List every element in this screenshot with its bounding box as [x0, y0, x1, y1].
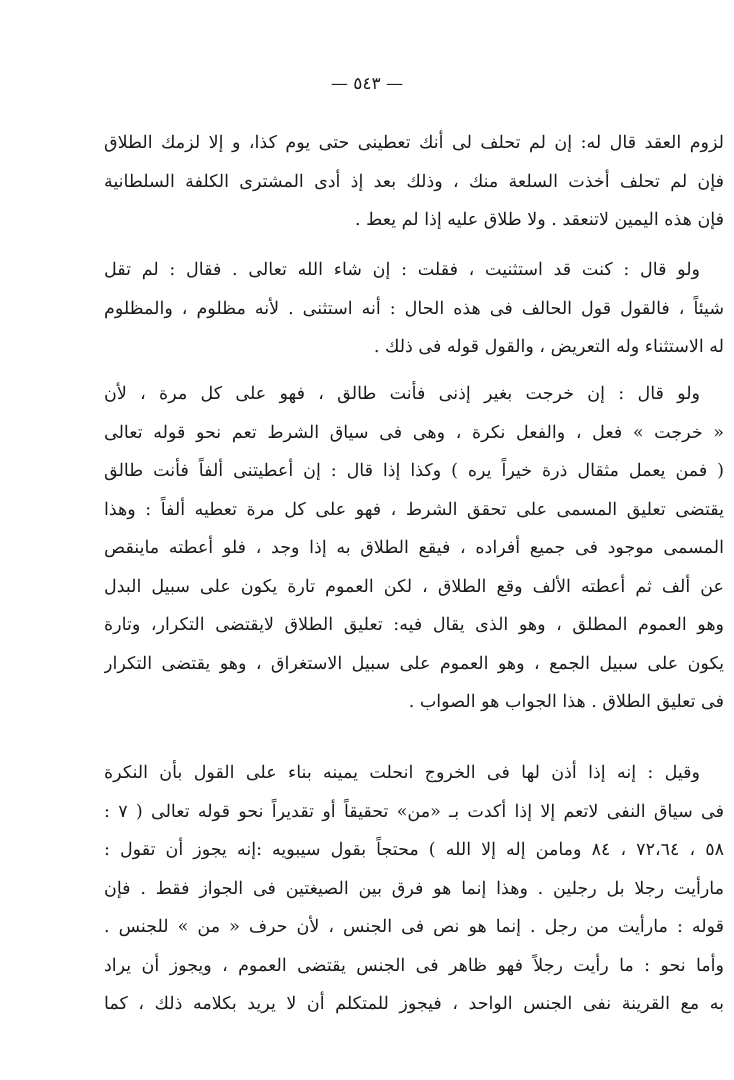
- text-line: ولو قال : إن خرجت بغير إذنى فأنت طالق ، فهو على كل مرة ، لأن: [104, 384, 700, 404]
- text-line: قوله : مارأيت من رجل . إنما هو نص فى الجنس ، لأن حرف « من » للجنس .: [104, 917, 724, 937]
- text-line: ولو قال : كنت قد استثنيت ، فقلت : إن شاء الله تعالى . فقال : لم تقل: [104, 260, 700, 280]
- text-line: يقتضى تعليق المسمى على تحقق الشرط ، فهو على كل مرة تعطيه ألفاً : وهذا: [104, 499, 724, 520]
- text-line: شيئاً ، فالقول قول الحالف فى هذه الحال : أنه استثنى . لأنه مظلوم ، والمظلوم: [104, 298, 724, 319]
- page-number: — ٥٤٣ —: [330, 74, 404, 94]
- text-line: ٥٨ ، ٧٢،٦٤ ، ٨٤ ومامن إله إلا الله ) محتجاً بقول سيبويه :إنه يجوز أن تقول :: [104, 840, 724, 860]
- text-line: وأما نحو : ما رأيت رجلاً فهو ظاهر فى الجنس يقتضى العموم ، ويجوز أن يراد: [104, 955, 724, 976]
- text-line: لزوم العقد قال له: إن لم تحلف لى أنك تعطينى حتى يوم كذا، و إلا لزمك الطلاق: [104, 133, 724, 153]
- text-line: يكون على سبيل الجمع ، وهو العموم على سبيل الاستغراق ، وهو يقتضى التكرار: [104, 653, 724, 674]
- text-line: « خرجت » فعل ، والفعل نكرة ، وهى فى سياق الشرط تعم نحو قوله تعالى: [104, 422, 724, 443]
- text-line: وهو العموم المطلق ، وهو الذى يقال فيه: تعليق الطلاق لايقتضى التكرار، وتارة: [104, 615, 724, 635]
- paragraph-1: [104, 124, 724, 240]
- text-line: به مع القرينة نفى الجنس الواحد ، فيجوز للمتكلم أن لا يريد بكلامه ذلك ، كما: [104, 994, 724, 1014]
- text-line: المسمى موجود فى جميع أفراده ، فيقع الطلاق به إذا وجد ، فلو أعطته ماينقص: [104, 538, 724, 558]
- text-line: وقيل : إنه إذا أذن لها فى الخروج انحلت يمينه بناء على القول بأن النكرة: [104, 763, 700, 783]
- text-line: فى تعليق الطلاق . هذا الجواب هو الصواب .: [408, 692, 724, 712]
- text-line: ( فمن يعمل مثقال ذرة خيراً يره ) وكذا إذا قال : إن أعطيتنى ألفاً فأنت طالق: [104, 461, 724, 481]
- text-line: فإن لم تحلف أخذت السلعة منك ، وذلك بعد إذ أدى المشترى الكلفة السلطانية: [104, 171, 724, 192]
- paragraph-2: [104, 251, 724, 367]
- text-line: فإن هذه اليمين لاتنعقد . ولا طلاق عليه إذا لم يعط .: [355, 210, 724, 230]
- paragraph-4: [104, 754, 724, 1024]
- text-line: مارأيت رجلا بل رجلين . وهذا إنما هو فرق بين الصيغتين فى الجواز فقط . فإن: [104, 878, 724, 899]
- paragraph-3: [104, 375, 724, 722]
- text-line: له الاستثناء وله التعريض ، والقول قوله فى ذلك .: [373, 337, 724, 357]
- text-line: عن ألف ثم أعطته الألف وقع الطلاق ، لكن العموم تارة يكون على سبيل البدل: [104, 576, 724, 597]
- text-line: فى سياق النفى لاتعم إلا إذا أكدت بـ «من» تحقيقاً أو تقديراً نحو قوله تعالى ( ٧ :: [104, 801, 724, 822]
